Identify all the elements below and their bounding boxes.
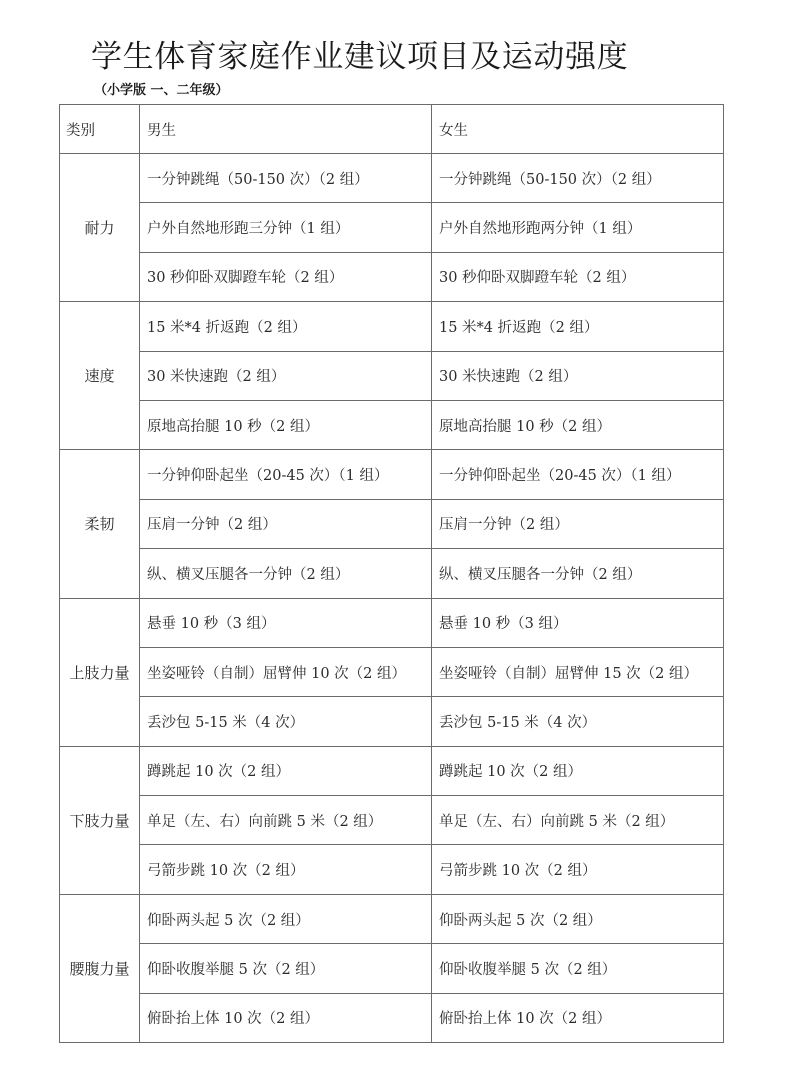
cell-boys: 俯卧抬上体 10 次（2 组）: [140, 993, 432, 1042]
table-row: [60, 499, 724, 548]
cell-girls: 蹲跳起 10 次（2 组）: [432, 746, 724, 795]
cell-girls: 30 秒仰卧双脚蹬车轮（2 组）: [432, 252, 724, 301]
table-row: [60, 746, 724, 795]
cell-girls: 户外自然地形跑两分钟（1 组）: [432, 203, 724, 252]
cell-girls: 15 米*4 折返跑（2 组）: [432, 302, 724, 351]
cell-boys: 压肩一分钟（2 组）: [140, 499, 432, 548]
table-header-row: [60, 105, 724, 154]
category-flexibility: 柔韧: [60, 450, 140, 598]
cell-girls: 原地高抬腿 10 秒（2 组）: [432, 400, 724, 449]
category-upper-body-strength: 上肢力量: [60, 598, 140, 746]
cell-girls: 仰卧两头起 5 次（2 组）: [432, 894, 724, 943]
cell-boys: 悬垂 10 秒（3 组）: [140, 598, 432, 647]
cell-boys: 户外自然地形跑三分钟（1 组）: [140, 203, 432, 252]
cell-boys: 弓箭步跳 10 次（2 组）: [140, 845, 432, 894]
cell-girls: 一分钟跳绳（50-150 次）（2 组）: [432, 154, 724, 203]
table-row: [60, 894, 724, 943]
table-row: [60, 697, 724, 746]
category-lower-body-strength: 下肢力量: [60, 746, 140, 894]
table-row: [60, 549, 724, 598]
table-row: [60, 351, 724, 400]
table-row: [60, 154, 724, 203]
cell-girls: 单足（左、右）向前跳 5 米（2 组）: [432, 796, 724, 845]
table-row: [60, 450, 724, 499]
cell-girls: 弓箭步跳 10 次（2 组）: [432, 845, 724, 894]
page-subtitle: （小学版 一、二年级）: [94, 83, 229, 98]
category-speed: 速度: [60, 302, 140, 450]
table-row: [60, 993, 724, 1042]
header-category: 类别: [60, 105, 140, 154]
cell-girls: 纵、横叉压腿各一分钟（2 组）: [432, 549, 724, 598]
table-row: [60, 647, 724, 696]
cell-boys: 丢沙包 5-15 米（4 次）: [140, 697, 432, 746]
header-boys: 男生: [140, 105, 432, 154]
cell-girls: 30 米快速跑（2 组）: [432, 351, 724, 400]
cell-boys: 蹲跳起 10 次（2 组）: [140, 746, 432, 795]
table-row: [60, 400, 724, 449]
cell-girls: 俯卧抬上体 10 次（2 组）: [432, 993, 724, 1042]
page-title: 学生体育家庭作业建议项目及运动强度: [91, 39, 629, 75]
table-row: [60, 944, 724, 993]
cell-boys: 30 秒仰卧双脚蹬车轮（2 组）: [140, 252, 432, 301]
category-endurance: 耐力: [60, 154, 140, 302]
cell-boys: 原地高抬腿 10 秒（2 组）: [140, 400, 432, 449]
cell-girls: 压肩一分钟（2 组）: [432, 499, 724, 548]
cell-boys: 单足（左、右）向前跳 5 米（2 组）: [140, 796, 432, 845]
table-row: [60, 598, 724, 647]
exercise-table: [59, 104, 724, 1043]
header-girls: 女生: [432, 105, 724, 154]
cell-girls: 坐姿哑铃（自制）屈臂伸 15 次（2 组）: [432, 647, 724, 696]
cell-boys: 一分钟仰卧起坐（20-45 次）（1 组）: [140, 450, 432, 499]
table-row: [60, 796, 724, 845]
cell-girls: 一分钟仰卧起坐（20-45 次）（1 组）: [432, 450, 724, 499]
table-row: [60, 302, 724, 351]
cell-boys: 15 米*4 折返跑（2 组）: [140, 302, 432, 351]
cell-girls: 悬垂 10 秒（3 组）: [432, 598, 724, 647]
table-row: [60, 252, 724, 301]
cell-boys: 坐姿哑铃（自制）屈臂伸 10 次（2 组）: [140, 647, 432, 696]
cell-boys: 仰卧两头起 5 次（2 组）: [140, 894, 432, 943]
cell-boys: 纵、横叉压腿各一分钟（2 组）: [140, 549, 432, 598]
category-core-strength: 腰腹力量: [60, 894, 140, 1042]
cell-boys: 仰卧收腹举腿 5 次（2 组）: [140, 944, 432, 993]
cell-boys: 一分钟跳绳（50-150 次）（2 组）: [140, 154, 432, 203]
cell-girls: 仰卧收腹举腿 5 次（2 组）: [432, 944, 724, 993]
table-row: [60, 203, 724, 252]
cell-boys: 30 米快速跑（2 组）: [140, 351, 432, 400]
cell-girls: 丢沙包 5-15 米（4 次）: [432, 697, 724, 746]
table-row: [60, 845, 724, 894]
